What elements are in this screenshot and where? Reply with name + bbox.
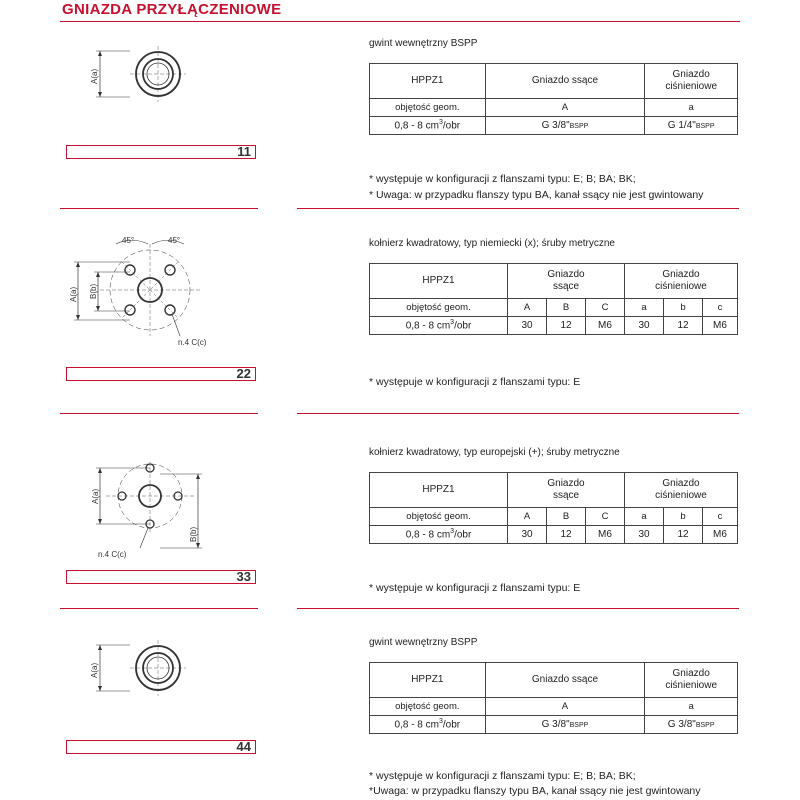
model-cell: HPPZ1 — [370, 264, 508, 299]
code-box — [66, 570, 256, 584]
square-flange-european-diagram — [70, 462, 260, 572]
suction-header: Gniazdo ssące — [485, 64, 645, 99]
dim-symbol: B — [547, 508, 586, 526]
model-cell: HPPZ1 — [370, 64, 486, 99]
section-divider — [60, 208, 258, 209]
section-code: 44 — [236, 739, 251, 754]
note: * występuje w konfiguracji z flanszami typu: E — [369, 376, 581, 388]
dim-symbol: C — [586, 299, 625, 317]
spec-table — [369, 263, 738, 335]
dimension-label-a: A(a) — [90, 662, 99, 678]
volume-range: 0,8 - 8 $cm^3$/obr — [370, 317, 508, 335]
volume-label: objętość geom. — [370, 508, 508, 526]
section-title: kołnierz kwadratowy, typ niemiecki (x); śruby metryczne — [369, 238, 615, 249]
section-divider — [297, 413, 739, 414]
dim-symbol: a — [625, 508, 664, 526]
dimension-label-a: A(a) — [91, 488, 100, 504]
pressure-header: Gniazdo ciśnieniowe — [625, 264, 738, 299]
dim-value: M6 — [586, 317, 625, 335]
dim-symbol: a — [625, 299, 664, 317]
dim-value: 30 — [625, 526, 664, 544]
model-cell: HPPZ1 — [370, 663, 486, 698]
volume-range: 0,8 - 8 $cm^3$/obr — [370, 117, 486, 135]
hole-label: n.4 C(c) — [178, 338, 207, 347]
bspp-port-diagram — [70, 40, 220, 110]
pressure-thread: G 1/4"BSPP — [645, 117, 738, 135]
dimension-label-a: A(a) — [69, 286, 78, 302]
dimension-label-a: A(a) — [90, 68, 99, 84]
note: * występuje w konfiguracji z flanszami typu: E; B; BA; BK; — [369, 770, 636, 782]
dim-symbol: b — [664, 508, 703, 526]
suction-symbol: A — [485, 698, 645, 716]
volume-label: objętość geom. — [370, 299, 508, 317]
bspp-port-diagram — [70, 634, 220, 704]
angle-label: 45° — [122, 236, 135, 245]
dim-value: 12 — [664, 526, 703, 544]
dimension-label-b: B(b) — [89, 283, 98, 299]
pressure-symbol: a — [645, 698, 738, 716]
note: *Uwaga: w przypadku flanszy typu BA, kanał ssący nie jest gwintowany — [369, 785, 701, 797]
suction-symbol: A — [485, 99, 645, 117]
note: * Uwaga: w przypadku flanszy typu BA, kanał ssący nie jest gwintowany — [369, 189, 704, 201]
pressure-symbol: a — [645, 99, 738, 117]
code-box — [66, 145, 256, 159]
suction-header: Gniazdo ssące — [485, 663, 645, 698]
angle-label: 45° — [168, 236, 181, 245]
section-divider — [60, 413, 258, 414]
dim-value: M6 — [703, 317, 738, 335]
code-box — [66, 367, 256, 381]
volume-range: 0,8 - 8 $cm^3$/obr — [370, 526, 508, 544]
model-cell: HPPZ1 — [370, 473, 508, 508]
spec-table — [369, 662, 738, 734]
section-code: 11 — [237, 144, 251, 159]
section-title: gwint wewnętrzny BSPP — [369, 38, 478, 49]
section-divider — [297, 208, 739, 209]
code-box — [66, 740, 256, 754]
section-code: 33 — [236, 569, 251, 584]
dim-value: M6 — [703, 526, 738, 544]
dim-symbol: A — [508, 508, 547, 526]
dim-value: 30 — [625, 317, 664, 335]
dim-value: 12 — [547, 317, 586, 335]
volume-range: 0,8 - 8 $cm^3$/obr — [370, 716, 486, 734]
square-flange-german-diagram — [70, 232, 260, 352]
dim-value: 30 — [508, 526, 547, 544]
note: * występuje w konfiguracji z flanszami typu: E — [369, 582, 581, 594]
pressure-thread: G 3/8"BSPP — [645, 716, 738, 734]
suction-thread: G 3/8"BSPP — [485, 716, 645, 734]
pressure-header: Gniazdo ciśnieniowe — [645, 663, 738, 698]
dim-value: 12 — [664, 317, 703, 335]
hole-label: n.4 C(c) — [98, 550, 127, 559]
spec-table — [369, 472, 738, 544]
dim-value: M6 — [586, 526, 625, 544]
dim-symbol: A — [508, 299, 547, 317]
page-title: GNIAZDA PRZYŁĄCZENIOWE — [62, 1, 282, 18]
pressure-header: Gniazdo ciśnieniowe — [625, 473, 738, 508]
dim-value: 30 — [508, 317, 547, 335]
section-code: 22 — [236, 366, 251, 381]
suction-header: Gniazdo ssące — [508, 264, 625, 299]
volume-label: objętość geom. — [370, 99, 486, 117]
section-divider — [60, 608, 258, 609]
note: * występuje w konfiguracji z flanszami typu: E; B; BA; BK; — [369, 173, 636, 185]
title-rule — [60, 21, 740, 22]
dim-symbol: c — [703, 299, 738, 317]
volume-label: objętość geom. — [370, 698, 486, 716]
dim-symbol: b — [664, 299, 703, 317]
dim-symbol: C — [586, 508, 625, 526]
spec-table — [369, 63, 738, 135]
dim-symbol: B — [547, 299, 586, 317]
pressure-header: Gniazdo ciśnieniowe — [645, 64, 738, 99]
section-title: kołnierz kwadratowy, typ europejski (+); śruby metryczne — [369, 447, 620, 458]
dim-symbol: c — [703, 508, 738, 526]
suction-header: Gniazdo ssące — [508, 473, 625, 508]
section-title: gwint wewnętrzny BSPP — [369, 637, 478, 648]
suction-thread: G 3/8"BSPP — [485, 117, 645, 135]
dim-value: 12 — [547, 526, 586, 544]
dimension-label-b: B(b) — [189, 526, 198, 542]
section-divider — [297, 608, 739, 609]
